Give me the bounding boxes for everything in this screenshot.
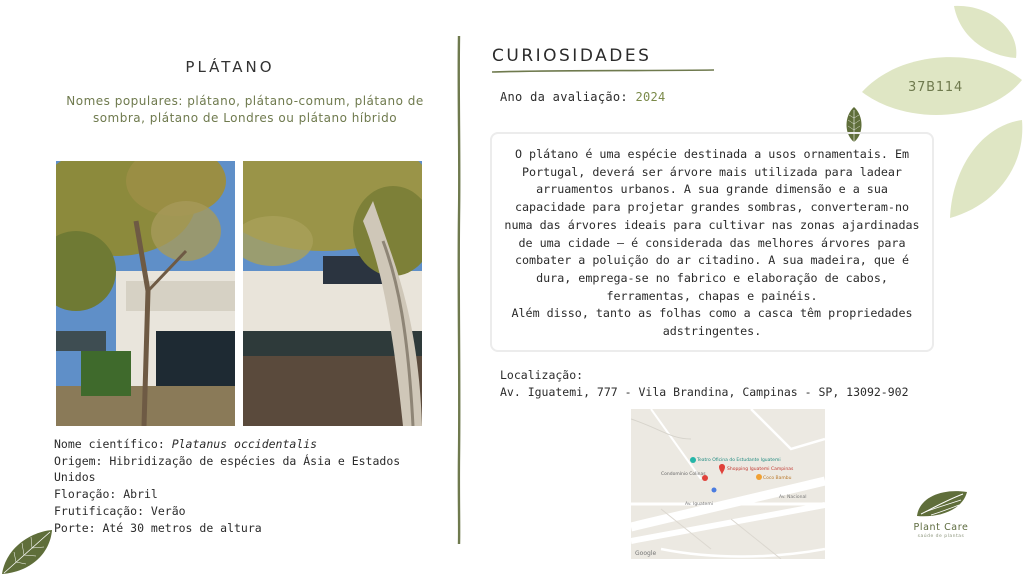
map-label-2: Shopping Iguatemi Campinas xyxy=(727,467,794,472)
divider xyxy=(455,36,463,544)
corner-leaf-icon xyxy=(0,528,56,576)
curiosities-title: CURIOSIDADES xyxy=(492,46,652,66)
map-label-4: Coco Bambu xyxy=(763,476,792,481)
size: Porte: Até 30 metros de altura xyxy=(54,520,262,535)
tree-photo-2 xyxy=(243,161,422,426)
tree-photo-1 xyxy=(56,161,235,426)
title-underline xyxy=(492,68,714,74)
origin: Origem: Hibridização de espécies da Ásia e Estados Unidos xyxy=(54,453,401,485)
location xyxy=(500,367,909,401)
location-map[interactable] xyxy=(631,409,825,559)
evaluation-year-value: 2024 xyxy=(635,90,666,104)
scientific-name-value: Platanus occidentalis xyxy=(171,437,318,451)
popular-names: Nomes populares: plátano, plátano-comum, plátano de sombra, plátano de Londres ou plátano híbrido xyxy=(66,94,424,125)
map-road-label-1: Av. Iguatemi xyxy=(685,502,713,507)
tree-code: 37B114 xyxy=(908,80,964,95)
map-brand: Google xyxy=(635,550,657,557)
location-label: Localização: xyxy=(500,368,584,382)
address: Av. Iguatemi, 777 - Vila Brandina, Campinas - SP, 13092-902 xyxy=(500,385,909,399)
curiosities-paragraph-2: Além disso, tanto as folhas como a casca têm propriedades adstringentes. xyxy=(511,306,913,339)
map-label-3: Condomínio Colinas xyxy=(661,472,706,477)
logo-leaf-icon xyxy=(905,486,977,520)
logo-brand-name: Plant Care xyxy=(913,522,969,533)
curiosities-text-box xyxy=(490,132,934,352)
species-title: PLÁTANO xyxy=(185,58,275,76)
species-facts xyxy=(54,436,414,536)
scientific-name: Nome científico: Platanus occidentalis xyxy=(54,437,318,451)
fruiting: Frutificação: Verão xyxy=(54,503,186,518)
flowering: Floração: Abril xyxy=(54,487,158,502)
curiosities-paragraph: O plátano é uma espécie destinada a usos ornamentais. Em Portugal, deverá ser árvore mais utilizada para ladear arruamentos urbanos. A sua grande dimensão e a sua capacidade para projetar grandes sombras, converteram-no numa das árvores ideais para cultivar nas zonas ajardinadas de uma cidade – é considerada das melhores árvores para combater a poluição do ar citadino. A sua madeira, que é dura, emprega-se no fabrico e elaboração de cabos, ferramentas, chapas e painéis. xyxy=(504,147,920,303)
evaluation-year: Ano da avaliação: 2024 xyxy=(500,90,666,104)
map-label-1: Teatro Oficina do Estudante Iguatemi xyxy=(697,458,781,463)
map-road-label-2: Av. Nacional xyxy=(779,495,807,500)
plant-care-logo xyxy=(905,486,977,546)
logo-tagline: saúde de plantas xyxy=(917,534,965,539)
